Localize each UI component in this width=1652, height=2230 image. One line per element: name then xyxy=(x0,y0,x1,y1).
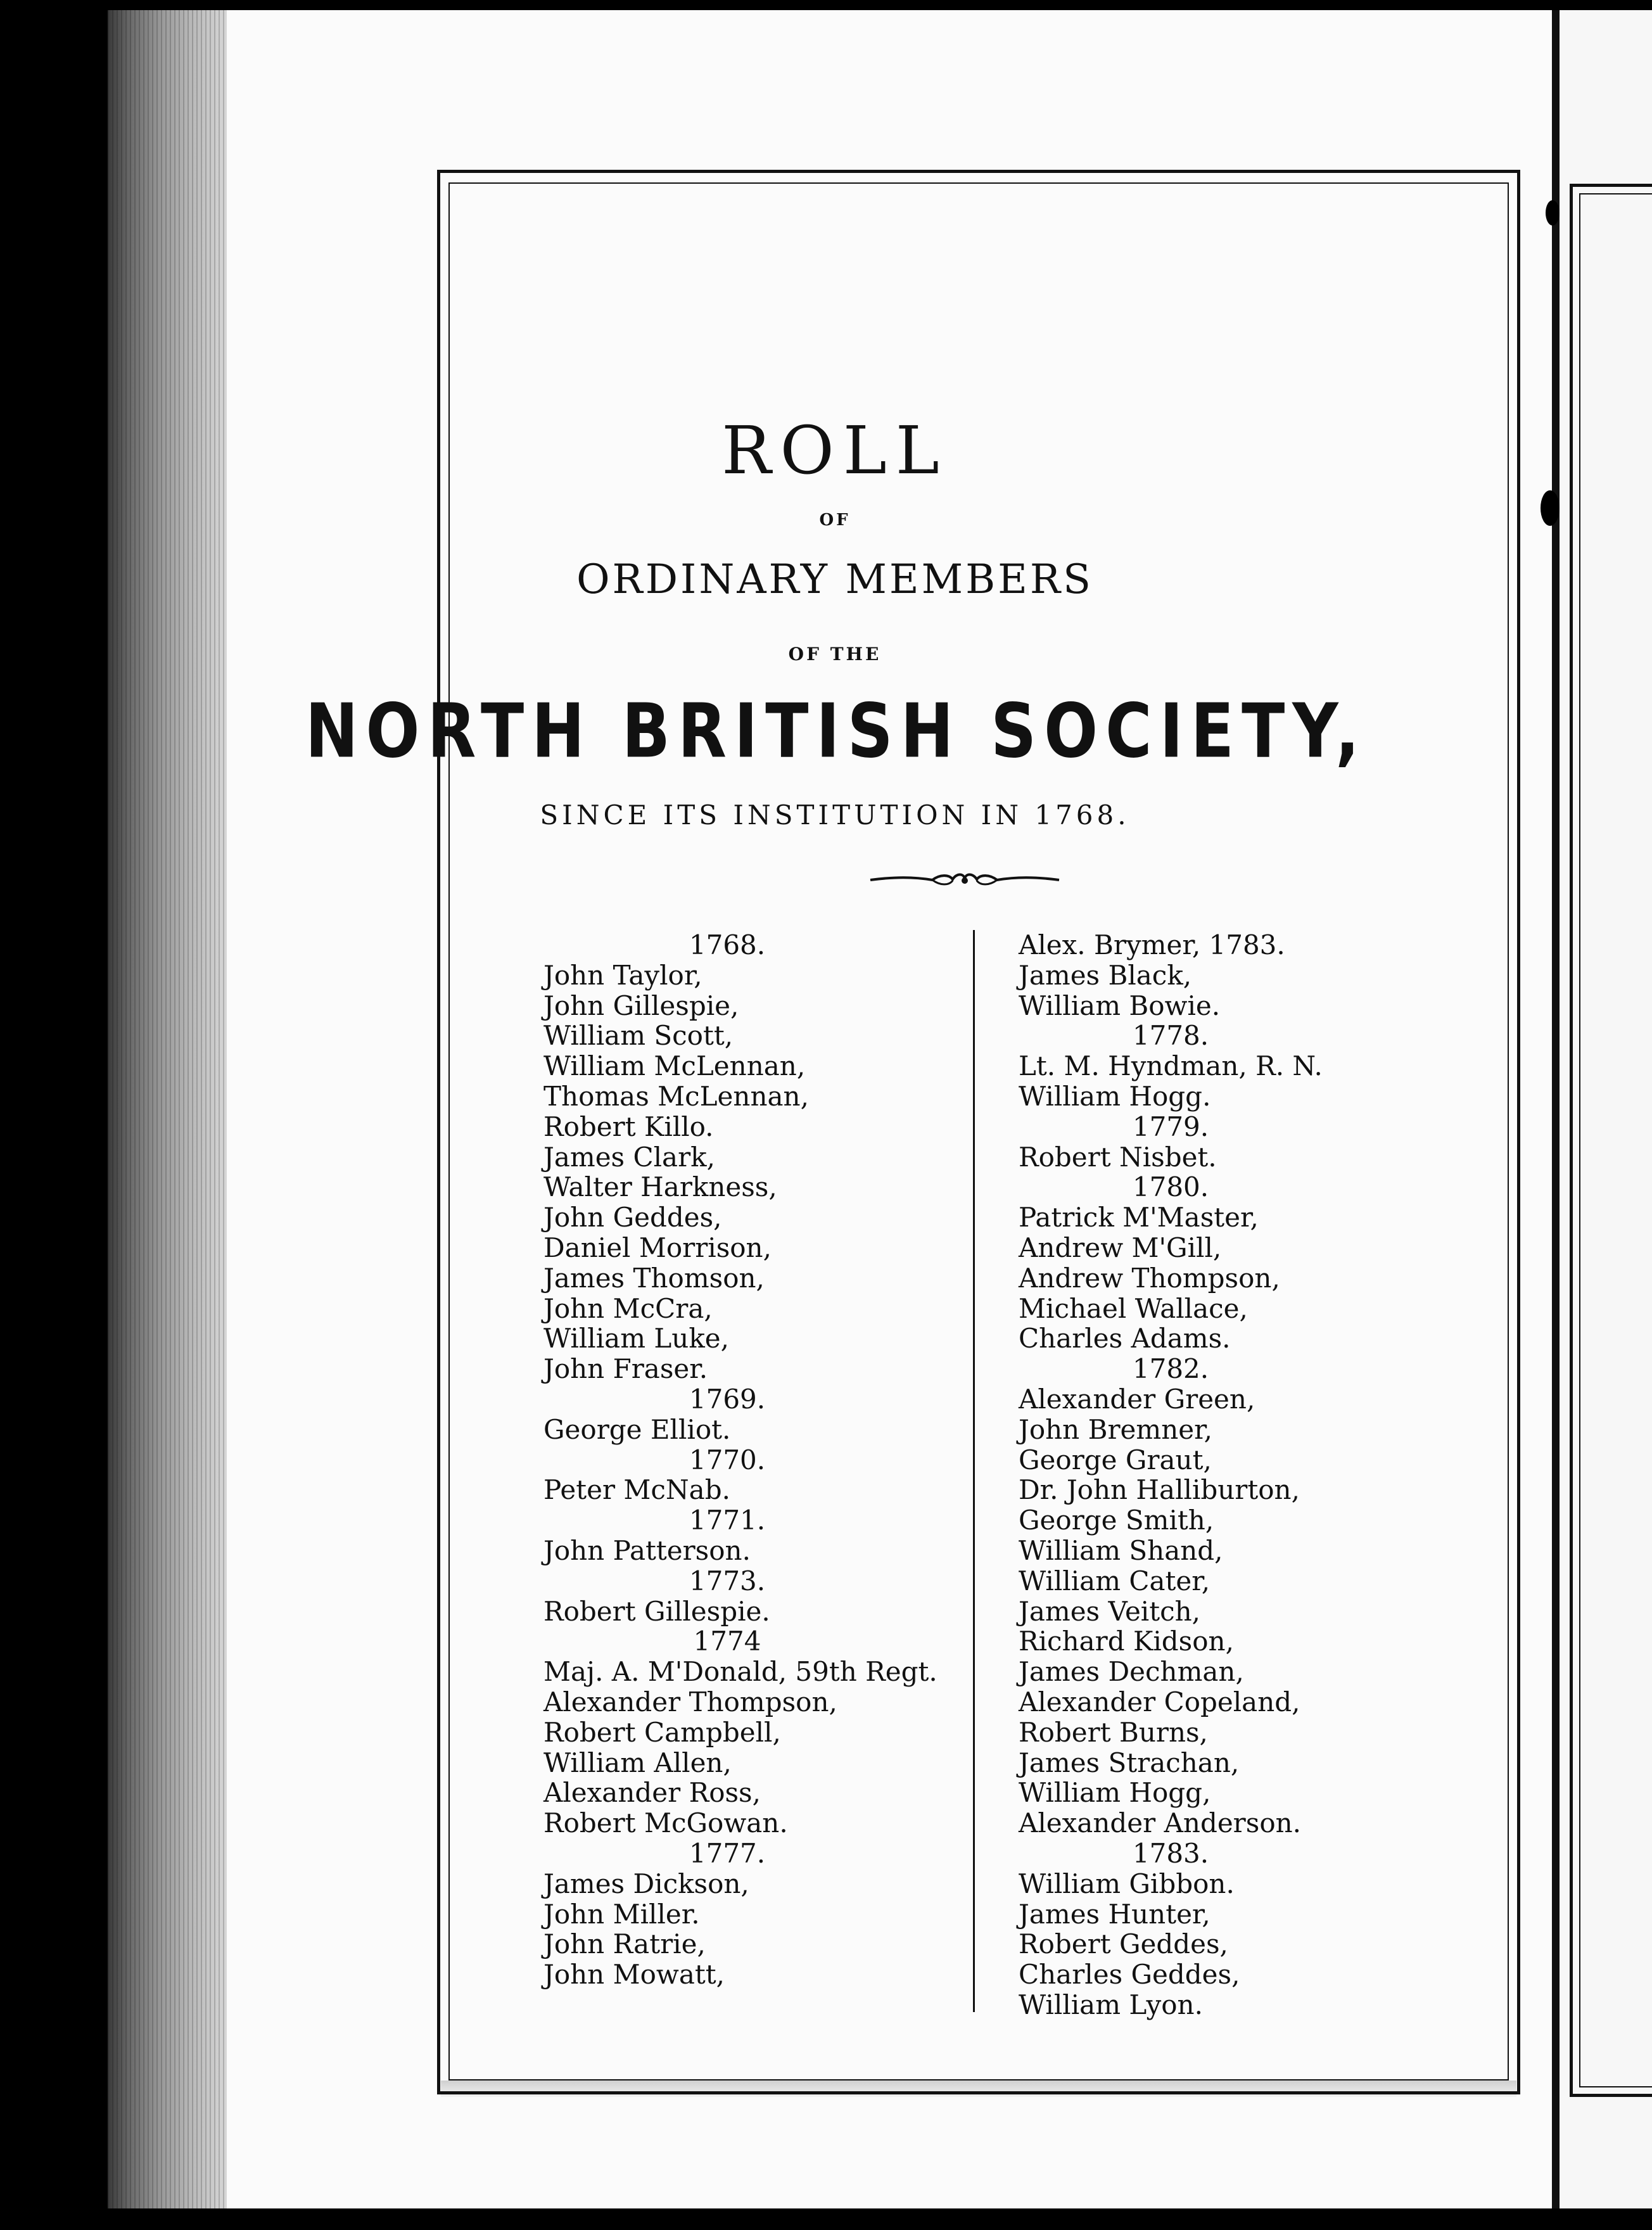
year-heading: 1771. xyxy=(689,1505,766,1536)
members-column-left xyxy=(543,930,987,1990)
member-name: Alex. Brymer, 1783. xyxy=(1019,929,1285,960)
year-heading: 1782. xyxy=(1132,1353,1209,1385)
member-name: William Luke, xyxy=(543,1323,729,1354)
member-name: George Elliot. xyxy=(543,1413,731,1445)
member-name: Andrew Thompson, xyxy=(1019,1262,1280,1294)
member-name: Charles Geddes, xyxy=(1019,1959,1240,1991)
page-stack-lines xyxy=(108,10,228,2208)
member-name: John Fraser. xyxy=(543,1353,708,1385)
title-members: ORDINARY MEMBERS xyxy=(576,556,1093,603)
member-name: John Geddes, xyxy=(543,1202,722,1233)
member-name: Thomas McLennan, xyxy=(543,1080,809,1112)
year-heading: 1769. xyxy=(689,1383,766,1415)
member-name: Robert McGowan. xyxy=(543,1807,788,1839)
year-heading: 1780. xyxy=(1132,1171,1209,1203)
page-title: ROLL xyxy=(721,412,948,489)
book-gutter xyxy=(1552,10,1560,2208)
member-name: James Strachan, xyxy=(1019,1747,1240,1778)
member-name: Maj. A. M'Donald, 59th Regt. xyxy=(543,1656,937,1688)
member-name: William Hogg. xyxy=(1019,1080,1211,1112)
member-name: Andrew M'Gill, xyxy=(1019,1232,1222,1263)
member-name: Robert Burns, xyxy=(1019,1716,1208,1748)
member-name: Alexander Anderson. xyxy=(1019,1807,1302,1839)
title-connector: OF xyxy=(819,511,851,530)
year-heading: 1774 xyxy=(693,1626,761,1657)
ink-blot xyxy=(1546,200,1560,226)
member-name: William Bowie. xyxy=(1019,990,1221,1021)
year-heading: 1779. xyxy=(1132,1111,1209,1142)
member-name: John Miller. xyxy=(543,1898,700,1930)
member-name: Robert Campbell, xyxy=(543,1716,781,1748)
member-name: William Shand, xyxy=(1019,1534,1223,1566)
member-name: Patrick M'Master, xyxy=(1019,1202,1259,1233)
year-heading: 1770. xyxy=(689,1444,766,1475)
year-heading: 1768. xyxy=(689,929,766,960)
member-name: James Hunter, xyxy=(1019,1898,1210,1930)
member-name: Alexander Thompson, xyxy=(543,1686,837,1717)
ornament-divider-icon xyxy=(869,870,1060,888)
member-name: Walter Harkness, xyxy=(543,1171,777,1203)
member-name: William Scott, xyxy=(543,1020,734,1052)
member-name: Peter McNab. xyxy=(543,1474,730,1506)
member-name: William McLennan, xyxy=(543,1050,806,1082)
member-name: Alexander Green, xyxy=(1019,1383,1255,1415)
member-name: Robert Nisbet. xyxy=(1019,1141,1217,1173)
member-name: Robert Killo. xyxy=(543,1111,714,1142)
member-name: George Graut, xyxy=(1019,1444,1212,1475)
member-name: Michael Wallace, xyxy=(1019,1292,1248,1324)
member-name: Charles Adams. xyxy=(1019,1323,1231,1354)
member-name: James Clark, xyxy=(543,1141,715,1173)
member-name: James Dechman, xyxy=(1019,1656,1244,1688)
member-name: George Smith, xyxy=(1019,1505,1214,1536)
member-name: Alexander Ross, xyxy=(543,1777,761,1809)
subtitle: SINCE ITS INSTITUTION IN 1768. xyxy=(540,800,1130,831)
member-name: William Hogg, xyxy=(1019,1777,1211,1809)
member-name: William Allen, xyxy=(543,1747,732,1778)
year-heading: 1783. xyxy=(1132,1837,1209,1869)
year-heading: 1773. xyxy=(689,1565,766,1596)
member-name: John Patterson. xyxy=(543,1534,751,1566)
member-name: James Veitch, xyxy=(1019,1595,1201,1627)
member-name: Lt. M. Hyndman, R. N. xyxy=(1019,1050,1323,1082)
member-name: Daniel Morrison, xyxy=(543,1232,772,1263)
member-name: Robert Geddes, xyxy=(1019,1928,1228,1960)
member-name: William Lyon. xyxy=(1019,1989,1203,2020)
members-column-right xyxy=(1019,930,1462,2020)
member-name: William Cater, xyxy=(1019,1565,1210,1596)
member-name: John Mowatt, xyxy=(543,1959,725,1991)
member-name: Robert Gillespie. xyxy=(543,1595,770,1627)
member-name: Dr. John Halliburton, xyxy=(1019,1474,1300,1506)
title-society: NORTH BRITISH SOCIETY, xyxy=(305,687,1368,775)
member-name: John Gillespie, xyxy=(543,990,739,1021)
member-name: John Bremner, xyxy=(1019,1413,1212,1445)
year-heading: 1777. xyxy=(689,1837,766,1869)
member-name: James Black, xyxy=(1019,959,1192,991)
member-name: James Thomson, xyxy=(543,1262,765,1294)
member-name: Alexander Copeland, xyxy=(1019,1686,1300,1717)
member-name: John Taylor, xyxy=(543,959,702,991)
member-name: John Ratrie, xyxy=(543,1928,706,1960)
member-name: Richard Kidson, xyxy=(1019,1626,1234,1657)
year-heading: 1778. xyxy=(1132,1020,1209,1052)
member-name: John McCra, xyxy=(543,1292,713,1324)
member-name: James Dickson, xyxy=(543,1868,749,1899)
title-of-the: OF THE xyxy=(788,644,882,665)
member-name: William Gibbon. xyxy=(1019,1868,1235,1899)
